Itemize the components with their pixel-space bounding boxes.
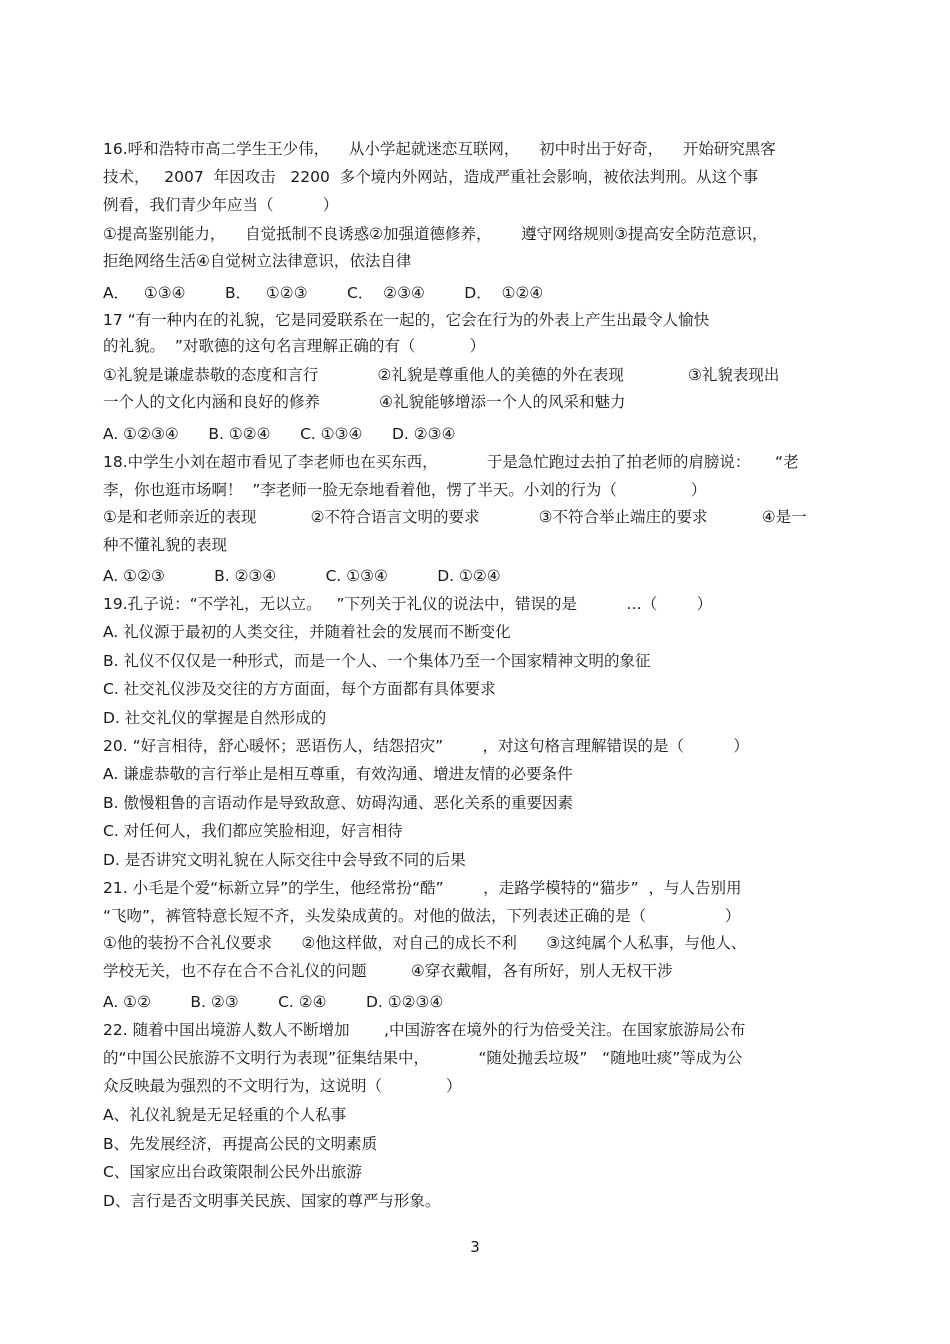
q21-stem-line-2: “飞吻”，裤管特意长短不齐，头发染成黄的。对他的做法，下列表述正确的是（ ） (103, 907, 741, 925)
q19-option-b: B. 礼仪不仅仅是一种形式，而是一个人、一个集体乃至一个国家精神文明的象征 (103, 652, 651, 670)
q22-stem-line-2: 的“中国公民旅游不文明行为表现”征集结果中， “随处抛丢垃圾” “随地吐痰”等成为公 (103, 1049, 743, 1067)
q20-option-a: A. 谦虚恭敬的言行举止是相互尊重，有效沟通、增进友情的必要条件 (103, 765, 573, 783)
q18-options: A. ①②③ B. ②③④ C. ①③④ D. ①②④ (103, 567, 501, 585)
q19-option-d: D. 社交礼仪的掌握是自然形成的 (103, 709, 327, 727)
q19-stem-line-1: 19.孔子说：“不学礼，无以立。 ”下列关于礼仪的说法中，错误的是 …（ ） (103, 595, 713, 613)
q17-options: A. ①②③④ B. ①②④ C. ①③④ D. ②③④ (103, 425, 456, 443)
q16-stem-line-1: 16.呼和浩特市高二学生王少伟， 从小学起就迷恋互联网， 初中时出于好奇， 开始研究黑客 (103, 140, 776, 158)
q21-stem-line-1: 21. 小毛是个爱“标新立异”的学生，他经常扮“酷” ，走路学模特的“猫步” ，与人告别用 (103, 879, 742, 897)
q17-item-line-1: ①礼貌是谦虚恭敬的态度和言行 ②礼貌是尊重他人的美德的外在表现 ③礼貌表现出 (103, 366, 780, 384)
q18-item-line-2: 种不懂礼貌的表现 (103, 536, 228, 554)
q22-option-b: B、先发展经济，再提高公民的文明素质 (103, 1135, 378, 1153)
q16-stem-line-3: 例看，我们青少年应当（ ） (103, 196, 339, 214)
q16-item-line-2: 拒绝网络生活④自觉树立法律意识，依法自律 (103, 252, 412, 270)
q20-option-c: C. 对任何人，我们都应笑脸相迎，好言相待 (103, 822, 403, 840)
q16-options: A． ①③④ B． ①②③ C． ②③④ D． ①②④ (103, 284, 544, 302)
q20-option-d: D. 是否讲究文明礼貌在人际交往中会导致不同的后果 (103, 851, 466, 869)
q16-stem-line-2: 技术， 2007 年因攻击 2200 多个境内外网站，造成严重社会影响，被依法判刑。从这个事 (103, 168, 759, 186)
q17-stem-line-2: 的礼貌。 ”对歌德的这句名言理解正确的有（ ） (103, 337, 486, 355)
q22-stem-line-1: 22. 随着中国出境游人数人不断增加 ,中国游客在境外的行为倍受关注。在国家旅游局公布 (103, 1021, 746, 1039)
q20-stem-line-1: 20. “好言相待，舒心暖怀；恶语伤人，结怨招灾” ，对这句格言理解错误的是（ ） (103, 737, 749, 755)
q19-option-a: A. 礼仪源于最初的人类交往，并随着社会的发展而不断变化 (103, 623, 511, 641)
q17-stem-line-1: 17 “有一种内在的礼貌，它是同爱联系在一起的，它会在行为的外表上产生出最令人愉快 (103, 311, 710, 329)
q17-item-line-2: 一个人的文化内涵和良好的修养 ④礼貌能够增添一个人的风采和魅力 (103, 393, 626, 411)
q20-option-b: B. 傲慢粗鲁的言语动作是导致敌意、妨碍沟通、恶化关系的重要因素 (103, 794, 573, 812)
q18-stem-line-1: 18.中学生小刘在超市看见了李老师也在买东西， 于是急忙跑过去拍了拍老师的肩膀说： “老 (103, 453, 799, 471)
q18-item-line-1: ①是和老师亲近的表现 ②不符合语言文明的要求 ③不符合举止端庄的要求 ④是一 (103, 508, 807, 526)
q22-option-d: D、言行是否文明事关民族、国家的尊严与形象。 (103, 1192, 441, 1210)
q16-item-line-1: ①提高鉴别能力， 自觉抵制不良诱惑②加强道德修养， 遵守网络规则③提高安全防范意识， (103, 225, 768, 243)
page-number: 3 (470, 1238, 480, 1256)
q18-stem-line-2: 李，你也逛市场啊！ ”李老师一脸无奈地看着他，愣了半天。小刘的行为（ ） (103, 481, 707, 499)
q19-option-c: C. 社交礼仪涉及交往的方方面面，每个方面都有具体要求 (103, 680, 496, 698)
q22-option-c: C、国家应出台政策限制公民外出旅游 (103, 1163, 362, 1181)
q21-item-line-2: 学校无关，也不存在合不合礼仪的问题 ④穿衣戴帽，各有所好，别人无权干涉 (103, 962, 673, 980)
q22-stem-line-3: 众反映最为强烈的不文明行为，这说明（ ） (103, 1077, 462, 1095)
q21-item-line-1: ①他的装扮不合礼仪要求 ②他这样做，对自己的成长不利 ③这纯属个人私事，与他人、 (103, 934, 747, 952)
q22-option-a: A、礼仪礼貌是无足轻重的个人私事 (103, 1106, 347, 1124)
q21-options: A. ①② B. ②③ C. ②④ D. ①②③④ (103, 993, 444, 1011)
